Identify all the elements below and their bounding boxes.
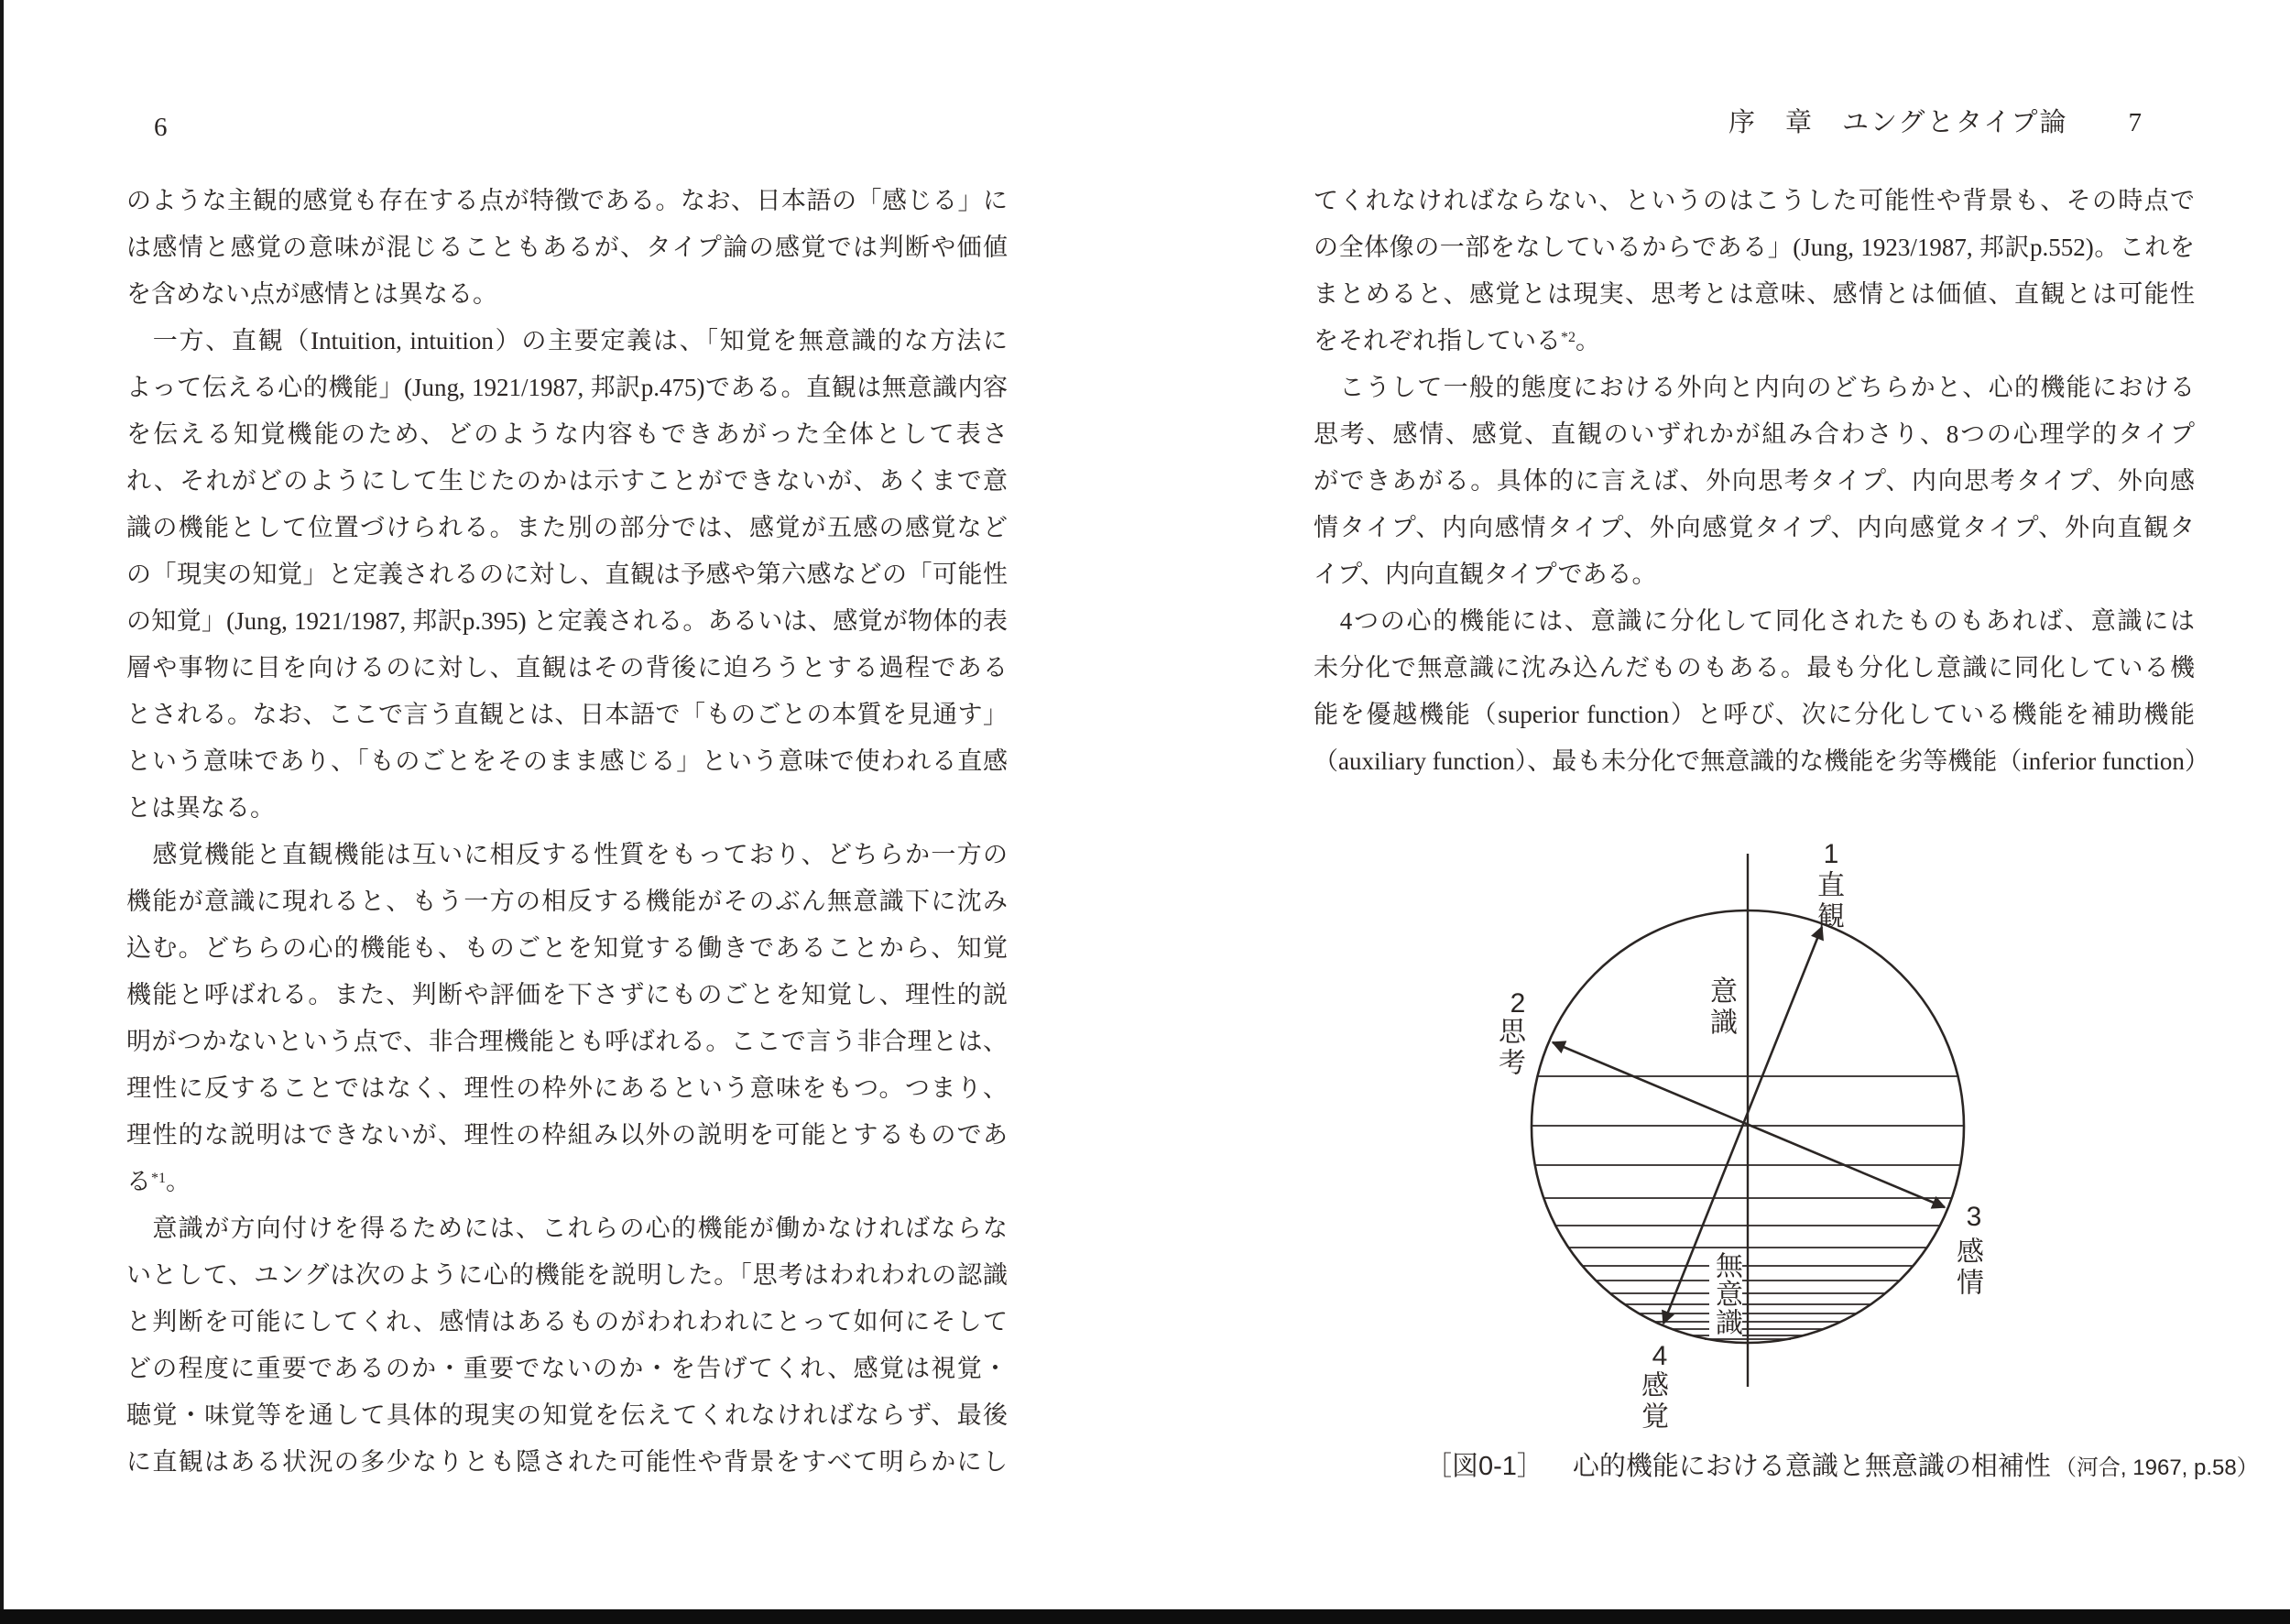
text-line: 聴覚・味覚等を通して具体的現実の知覚を伝えてくれなければならず、最後 [126,1401,1008,1429]
text-line: のような主観的感覚も存在する点が特徴である。なお、日本語の「感じる」に [126,187,1008,214]
text-line: 能を優越機能（superior function）と呼び、次に分化している機能を補助機能 [1314,701,2195,728]
text-line: 理性的な説明はできないが、理性の枠組み以外の説明を可能とするものであ [126,1121,1008,1149]
figure-label-3-number: 3 [1966,1202,1982,1232]
text-line: に直観はある状況の多少なりとも隠された可能性や背景をすべて明らかにし [126,1448,1008,1476]
text-line: を含めない点が感情とは異なる。 [126,280,497,308]
figure-label-2-number: 2 [1510,988,1526,1019]
text-line: れ、それがどのようにして生じたのかは示すことができないが、あくまで意 [126,467,1008,495]
text-line: の「現実の知覚」と定義されるのに対し、直観は予感や第六感などの「可能性 [126,561,1008,588]
text-line: は感情と感覚の意味が混じることもあるが、タイプ論の感覚では判断や価値 [126,234,1008,261]
figure-label-thinking: 思考 [1494,1017,1524,1079]
text-line: をそれぞれ指している$^{*2}$。 [1314,327,1600,354]
text-line: よって伝える心的機能」(Jung, 1921/1987, 邦訳p.475)である。直観は無意識内容 [126,374,1008,401]
scan-left-edge [0,0,4,1624]
figure-caption-label: ［図0-1］ [1425,1452,1543,1481]
text-line: 理性に反することではなく、理性の枠外にあるという意味をもつ。つまり、 [126,1074,1008,1102]
figure-label-conscious: 意識 [1706,976,1736,1039]
text-line: 思考、感情、感覚、直観のいずれかが組み合わさり、8つの心理学的タイプ [1314,420,2195,448]
figure-label-intuition: 直観 [1813,870,1843,932]
text-line: 込む。どちらの心的機能も、ものごとを知覚する働きであることから、知覚 [126,934,1008,962]
text-line: イプ、内向直観タイプである。 [1314,561,1657,588]
figure-label-sensation: 感覚 [1637,1370,1667,1433]
text-line: （auxiliary function）、最も未分化で無意識的な機能を劣等機能（inferior function） [1314,747,2209,775]
chapter-header: 序 章 ユングとタイプ論 [1728,108,2068,137]
text-line: 4つの心的機能には、意識に分化して同化されたものもあれば、意識には [1314,607,2195,635]
figure-label-4-number: 4 [1652,1341,1668,1371]
right-page-header [1314,108,2193,137]
figure-label-1-number: 1 [1823,839,1839,869]
text-line: 情タイプ、内向感情タイプ、外向感覚タイプ、内向感覚タイプ、外向直観タ [1314,514,2195,541]
left-page-body-text [126,178,1008,1486]
text-line: 感覚機能と直観機能は互いに相反する性質をもっており、どちらか一方の [126,841,1008,868]
text-line: る$^{*1}$。 [126,1168,191,1195]
text-line: こうして一般的態度における外向と内向のどちらかと、心的機能における [1314,374,2195,401]
left-page-number: 6 [154,113,168,142]
text-line: の全体像の一部をなしているからである」(Jung, 1923/1987, 邦訳p.552)。これを [1314,234,2195,261]
text-line: 層や事物に目を向けるのに対し、直観はその背後に迫ろうとする過程である [126,654,1008,681]
scan-bottom-edge [0,1609,2290,1624]
right-page-body-text [1314,178,2209,785]
text-line: 機能が意識に現れると、もう一方の相反する機能がそのぶん無意識下に沈み [126,888,1008,915]
text-line: てくれなければならない、というのはこうした可能性や背景も、その時点で [1314,187,2195,214]
text-line: の知覚」(Jung, 1921/1987, 邦訳p.395) と定義される。あるいは、感覚が物体的表 [126,607,1008,635]
right-page-number: 7 [2128,108,2142,137]
text-line: 機能と呼ばれる。また、判断や評価を下さずにものごとを知覚し、理性的説 [126,981,1008,1008]
figure-caption-source: （河合, 1967, p.58） [2054,1455,2259,1480]
text-line: 識の機能として位置づけられる。また別の部分では、感覚が五感の感覚など [126,514,1008,541]
text-line: いとして、ユングは次のように心的機能を説明した。「思考はわれわれの認識 [126,1261,1008,1289]
figure-label-unconscious: 無意識 [1711,1251,1741,1336]
text-line: どの程度に重要であるのか・重要でないのか・を告げてくれ、感覚は視覚・ [126,1355,1008,1382]
text-line: 明がつかないという点で、非合理機能とも呼ばれる。ここで言う非合理とは、 [126,1028,1008,1055]
text-line: まとめると、感覚とは現実、思考とは意味、感情とは価値、直観とは可能性 [1314,280,2195,308]
text-line: ができあがる。具体的に言えば、外向思考タイプ、内向思考タイプ、外向感 [1314,467,2195,495]
figure-caption [1425,1451,2259,1484]
figure-0-1-drawing [1429,824,2076,1471]
text-line: 一方、直観（Intuition, intuition）の主要定義は、「知覚を無意識的な方法に [126,327,1008,354]
figure-0-1 [1429,824,2076,1471]
text-line: とされる。なお、ここで言う直観とは、日本語で「ものごとの本質を見通す」 [126,701,1008,728]
text-line: を伝える知覚機能のため、どのような内容もできあがった全体として表さ [126,420,1008,448]
text-line: 意識が方向付けを得るためには、これらの心的機能が働かなければならな [126,1215,1008,1242]
text-line: と判断を可能にしてくれ、感情はあるものがわれわれにとって如何にそして [126,1308,1008,1335]
figure-label-feeling: 感情 [1952,1237,1982,1299]
figure-caption-title: 心的機能における意識と無意識の相補性 [1572,1452,2051,1481]
text-line: という意味であり、「ものごとをそのまま感じる」という意味で使われる直感 [126,747,1008,775]
text-line: とは異なる。 [126,794,275,822]
text-line: 未分化で無意識に沈み込んだものもある。最も分化し意識に同化している機 [1314,654,2195,681]
